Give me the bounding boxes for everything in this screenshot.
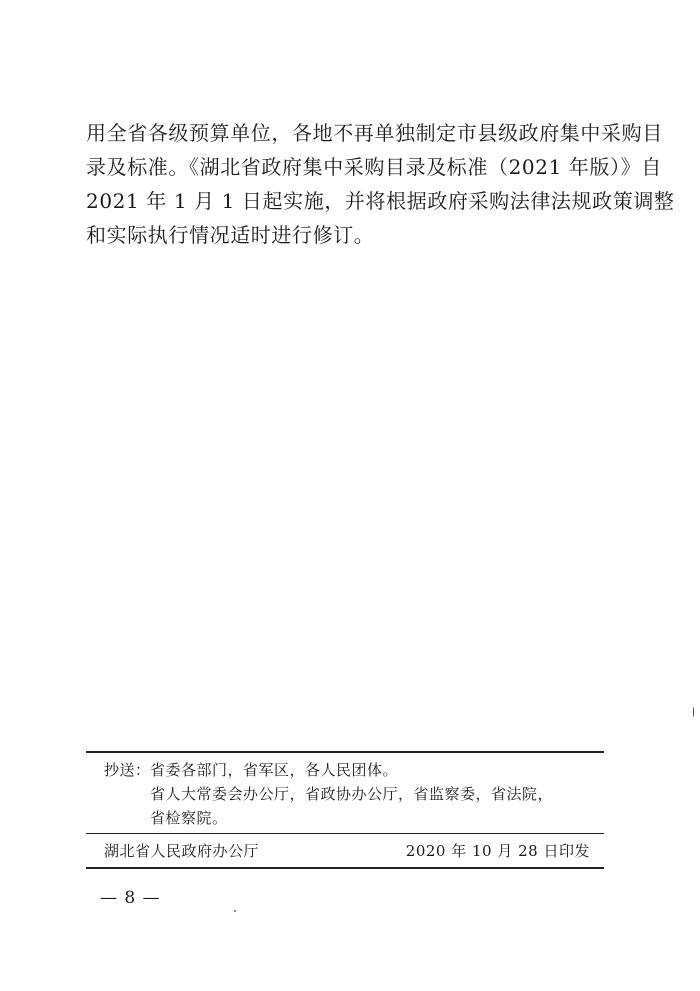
cc-row	[104, 758, 604, 782]
issuing-office: 湖北省人民政府办公厅	[104, 842, 260, 860]
cc-label: 抄送：	[104, 761, 151, 779]
body-paragraph	[86, 116, 675, 252]
cc-row	[104, 806, 604, 830]
page-number: — 8 —	[100, 888, 161, 908]
cc-recipients-line: 省委各部门，省军区，各人民团体。	[150, 761, 399, 779]
cc-bottom-rule	[86, 867, 604, 869]
body-line: 2021 年 1 月 1 日起实施，并将根据政府采购法律法规政策调整	[86, 189, 675, 213]
body-line: 录及标准。《湖北省政府集中采购目录及标准（2021 年版）》自	[86, 155, 662, 179]
scan-speck	[234, 910, 236, 912]
cc-recipients-line: 省人大常委会办公厅，省政协办公厅，省监察委，省法院，	[150, 785, 554, 803]
scan-speck	[693, 707, 694, 717]
cc-block	[104, 758, 604, 830]
issue-date: 2020 年 10 月 28 日印发	[405, 842, 590, 860]
body-line: 用全省各级预算单位，各地不再单独制定市县级政府集中采购目	[86, 121, 663, 145]
cc-top-rule	[86, 751, 604, 753]
body-line: 和实际执行情况适时进行修订。	[86, 223, 375, 247]
cc-recipients-line: 省检察院。	[150, 809, 228, 827]
cc-row	[104, 782, 604, 806]
cc-middle-rule	[86, 833, 604, 834]
issuer-row	[104, 839, 590, 863]
